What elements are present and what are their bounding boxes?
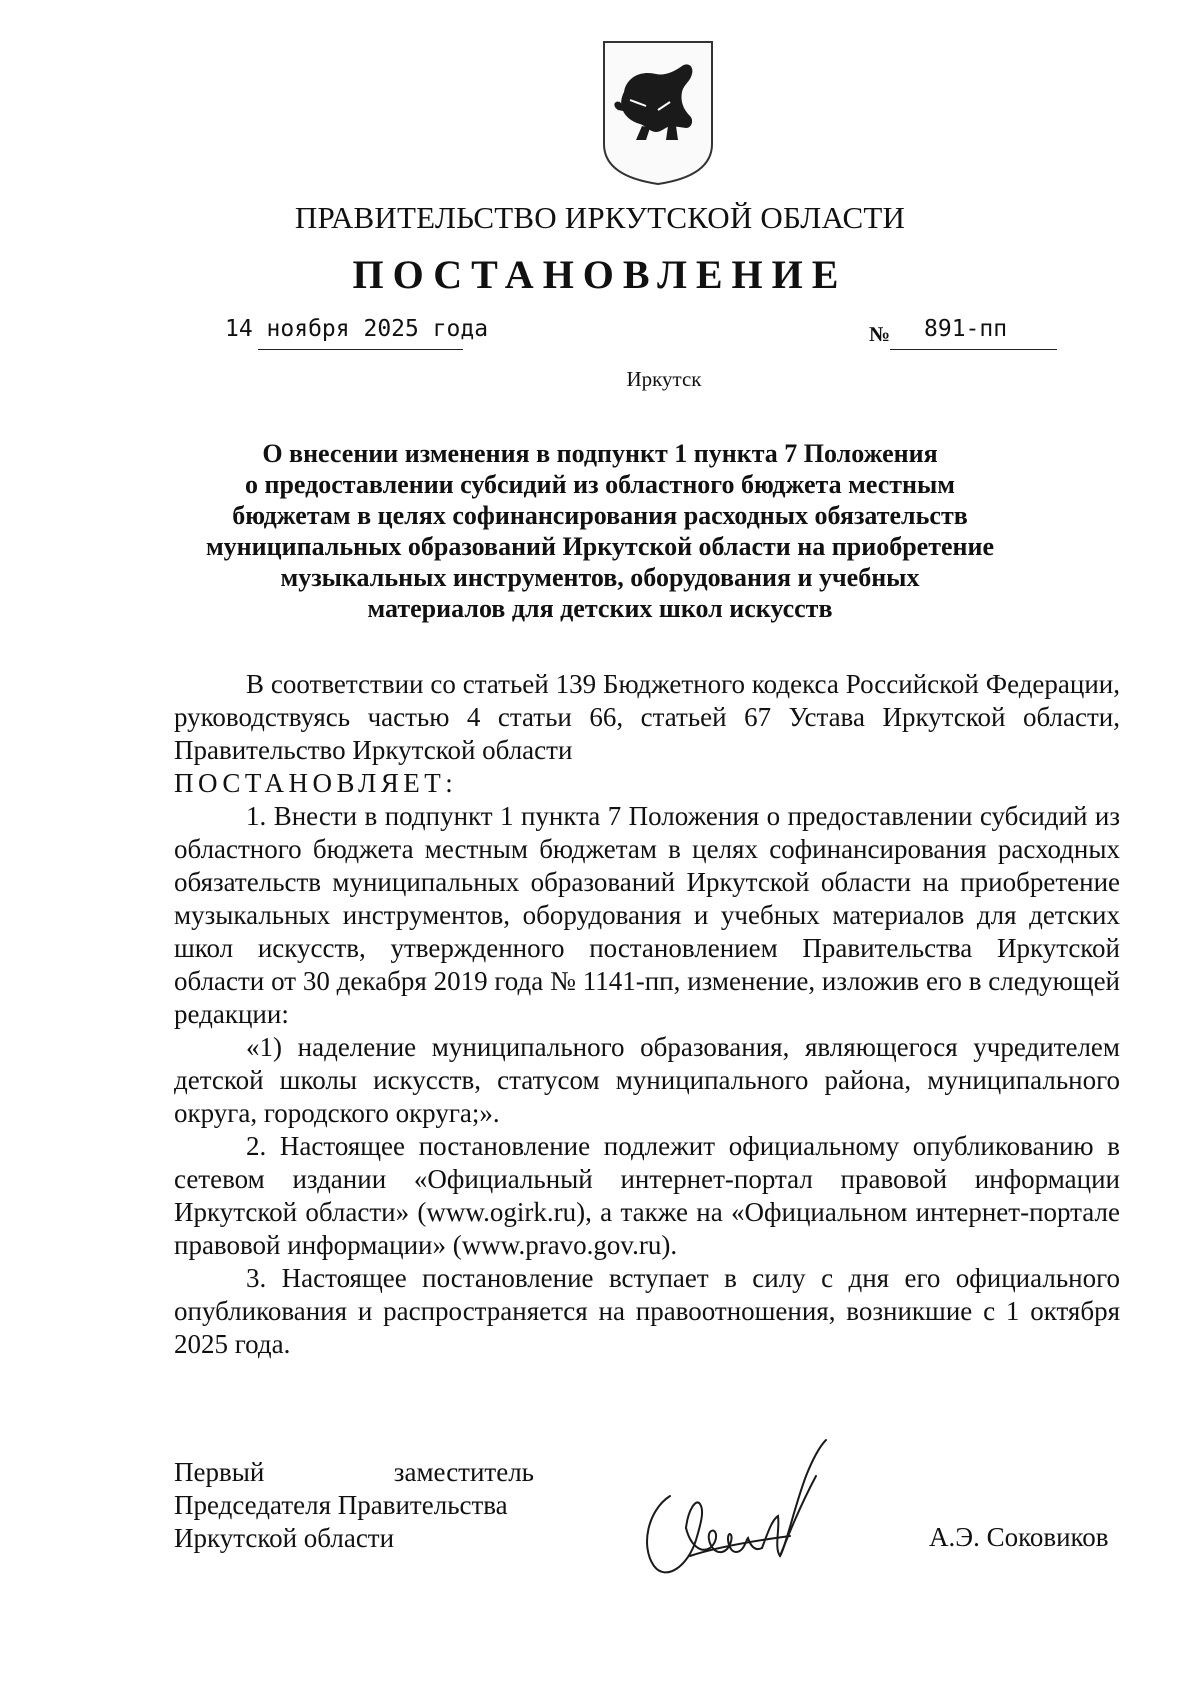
signatory-name: А.Э. Соковиков [929,1522,1109,1552]
document-place: Иркутск [626,367,702,391]
title-line: материалов для детских школ искусств [367,594,833,623]
document-number: 891-пп [924,316,1008,342]
number-sign: № [869,322,891,346]
organization-name: ПРАВИТЕЛЬСТВО ИРКУТСКОЙ ОБЛАСТИ [294,200,906,235]
decree-word: ПОСТАНОВЛЯЕТ: [174,768,458,798]
document-title [150,438,1050,624]
item-1-paragraph: 1. Внести в подпункт 1 пункта 7 Положения о предоставлении субсидий из областного бюджета местным бюджетам в целях софинансирования расходных обязательств муниципальных образований Иркутской области на приобретение музыкальных инструментов, оборудования и учебных материалов для детских школ искусств, утвержденного постановлением Правительства Иркутской области от 30 декабря 2019 года № 1141-пп, изменение, изложив его в следующей редакции: [174,801,1120,1029]
preamble-paragraph: В соответствии со статьей 139 Бюджетного кодекса Российской Федерации, руководствуясь частью 4 статьи 66, статьей 67 Устава Иркутской области, Правительство Иркутской области [174,669,1120,765]
date-underline [258,349,463,350]
signatory-title [174,1456,534,1555]
title-line: музыкальных инструментов, оборудования и учебных [280,563,920,592]
document-type: ПОСТАНОВЛЕНИЕ [352,252,848,297]
title-line: бюджетам в целях софинансирования расходных обязательств [232,501,968,530]
item-1-quote-paragraph: «1) наделение муниципального образования, являющегося учредителем детской школы искусств, статусом муниципального района, муниципального округа, городского округа;». [174,1032,1120,1128]
coat-of-arms-emblem [602,40,714,186]
title-line: муниципальных образований Иркутской области на приобретение [205,532,995,561]
signatory-title-word: заместитель [393,1457,534,1487]
signatory-title-word: Первый [174,1457,265,1487]
signatory-title-line: Иркутской области [174,1523,395,1553]
title-line: о предоставлении субсидий из областного бюджета местным [244,470,956,499]
item-2-paragraph: 2. Настоящее постановление подлежит официальному опубликованию в сетевом издании «Официальный интернет-портал правовой информации Иркутской области» (www.ogirk.ru), а также на «Официальном интернет-портале правовой информации» (www.pravo.gov.ru). [174,1131,1120,1260]
document-body [174,668,1120,1361]
number-underline [890,349,1057,350]
handwritten-signature [630,1436,880,1596]
document-date: 14 ноября 2025 года [225,316,489,342]
title-line: О внесении изменения в подпункт 1 пункта 7 Положения [262,439,938,468]
item-3-paragraph: 3. Настоящее постановление вступает в силу с дня его официального опубликования и распространяется на правоотношения, возникшие с 1 октября 2025 года. [174,1263,1120,1359]
signatory-title-line: Председателя Правительства [174,1490,508,1520]
